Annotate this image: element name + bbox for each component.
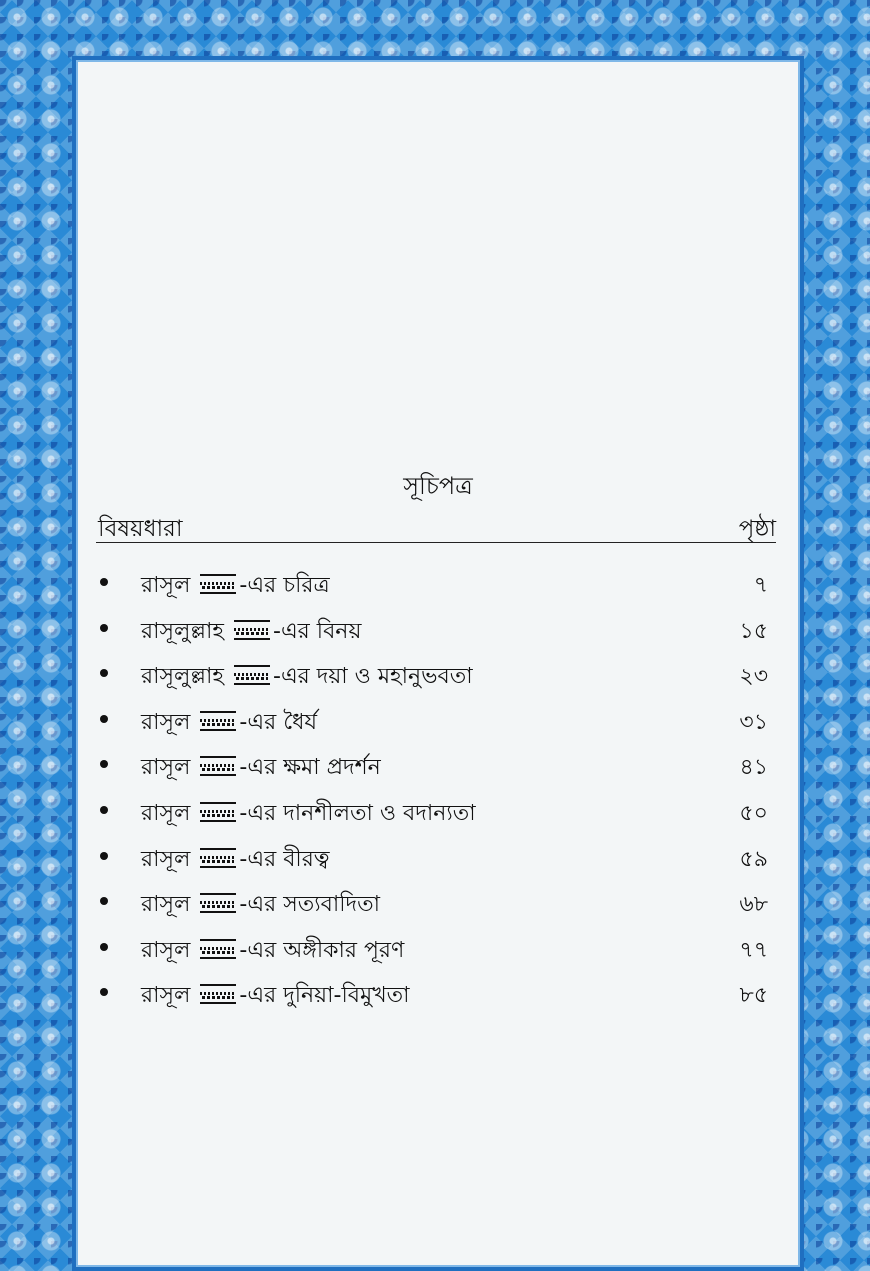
bullet-icon (100, 669, 108, 677)
toc-entry-title: রাসূলুল্লাহ -এর বিনয় (141, 618, 362, 644)
toc-entry[interactable] (96, 614, 776, 660)
toc-page-number: ৭ (753, 573, 768, 598)
toc-entry-title: রাসূল -এর দানশীলতা ও বদান্যতা (141, 800, 476, 826)
salawat-seal-icon (200, 984, 236, 1004)
toc-page-number: ৬৮ (739, 892, 768, 918)
bullet-icon (100, 760, 108, 768)
page-title: সূচিপত্র (403, 472, 473, 500)
salawat-seal-icon (200, 802, 236, 822)
header-rule (96, 542, 776, 543)
salawat-seal-icon (234, 665, 270, 685)
toc-entry[interactable] (96, 887, 776, 933)
bullet-icon (100, 806, 108, 814)
toc-entry-title: রাসূল -এর সত্যবাদিতা (141, 892, 380, 918)
bullet-icon (100, 624, 108, 632)
toc-page-number: ১৫ (739, 618, 768, 644)
toc-entry[interactable] (96, 796, 776, 842)
page-column-header: পৃষ্ঠা (738, 516, 776, 542)
book-page (72, 56, 804, 1271)
toc-page-number: ৩১ (739, 709, 768, 735)
toc-entry-title: রাসূল -এর ধৈর্য (141, 709, 318, 735)
toc-entry-title: রাসূল -এর ক্ষমা প্রদর্শন (141, 755, 381, 781)
toc-page-number: ২৩ (739, 664, 768, 690)
toc-page-number: ৭৭ (739, 937, 768, 963)
toc-page-number: ৮৫ (739, 983, 768, 1009)
toc-entry[interactable] (96, 978, 776, 1024)
table-of-contents (96, 568, 776, 1024)
toc-entry[interactable] (96, 842, 776, 888)
toc-entry-title: রাসূল -এর চরিত্র (141, 573, 330, 598)
bullet-icon (100, 988, 108, 996)
salawat-seal-icon (200, 756, 236, 776)
toc-entry-title: রাসূল -এর বীরত্ব (141, 846, 330, 872)
salawat-seal-icon (200, 939, 236, 959)
toc-page-number: ৪১ (739, 755, 768, 781)
salawat-seal-icon (200, 711, 236, 731)
toc-entry[interactable] (96, 750, 776, 796)
toc-page-number: ৫০ (739, 800, 768, 826)
salawat-seal-icon (234, 620, 270, 640)
topic-column-header: বিষয়ধারা (98, 516, 183, 542)
toc-entry[interactable] (96, 659, 776, 705)
bullet-icon (100, 897, 108, 905)
bullet-icon (100, 578, 108, 586)
toc-page-number: ৫৯ (739, 846, 768, 872)
bullet-icon (100, 715, 108, 723)
toc-entry-title: রাসূলুল্লাহ -এর দয়া ও মহানুভবতা (141, 664, 473, 690)
salawat-seal-icon (200, 893, 236, 913)
toc-entry[interactable] (96, 705, 776, 751)
toc-entry-title: রাসূল -এর দুনিয়া-বিমুখতা (141, 983, 410, 1009)
bullet-icon (100, 943, 108, 951)
bullet-icon (100, 852, 108, 860)
toc-entry[interactable] (96, 933, 776, 979)
toc-entry-title: রাসূল -এর অঙ্গীকার পূরণ (141, 937, 405, 963)
salawat-seal-icon (200, 848, 236, 868)
toc-entry[interactable] (96, 568, 776, 614)
salawat-seal-icon (200, 574, 236, 594)
